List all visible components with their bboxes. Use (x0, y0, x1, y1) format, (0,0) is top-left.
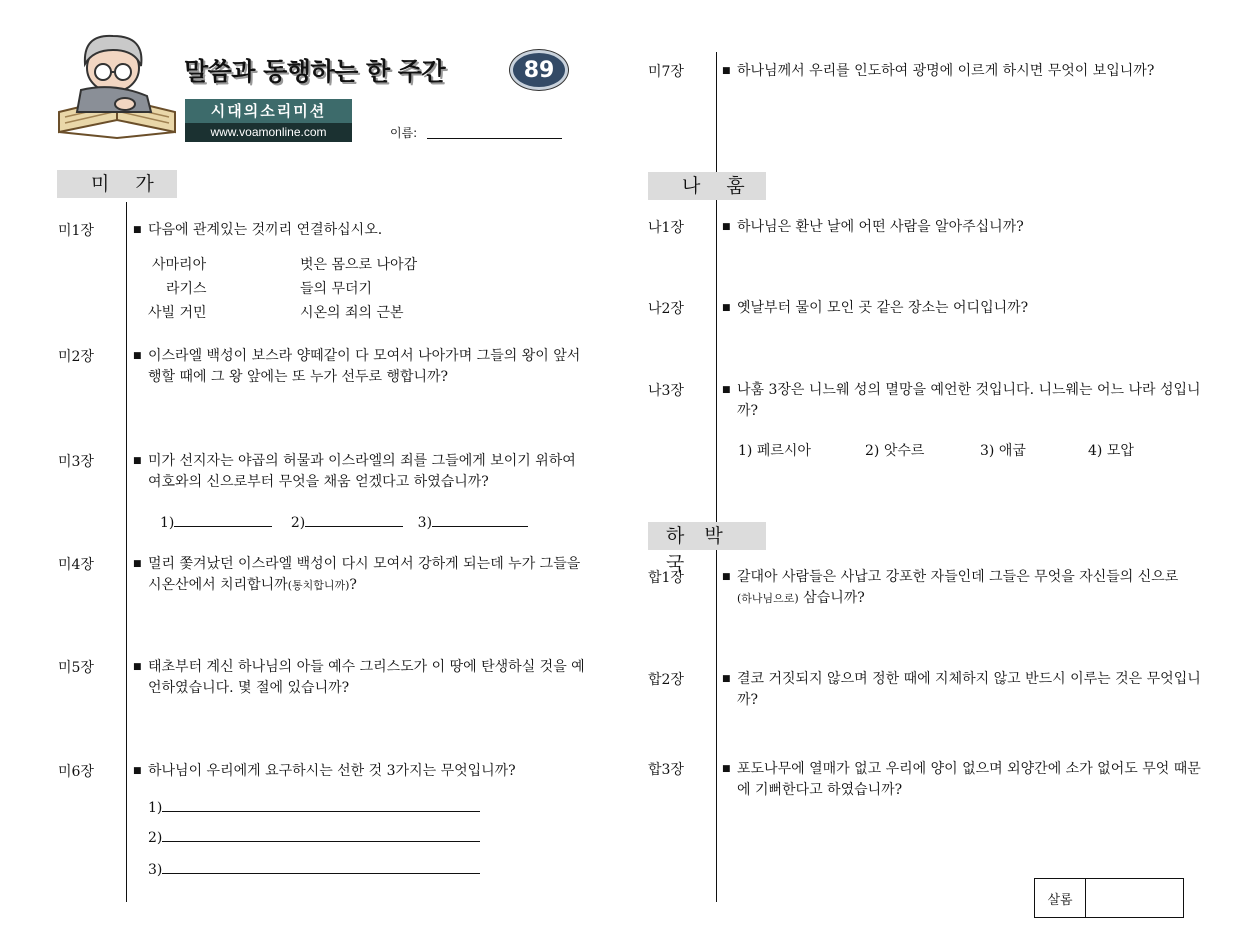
bullet-icon: ■ (133, 351, 142, 361)
bullet-icon: ■ (133, 766, 142, 776)
chapter-label: 미2장 (58, 349, 94, 365)
match-right-item: 들의 무더기 (300, 281, 373, 297)
chapter-label: 미4장 (58, 557, 94, 573)
answer-blank[interactable] (432, 512, 528, 527)
question-label: 하나님이 우리에게 요구하시는 선한 것 3가지는 무엇입니까? (148, 763, 516, 779)
blank-number: 1) (160, 515, 175, 531)
mission-logo-name: 시대의소리미션 (185, 99, 352, 123)
bullet-icon: ■ (722, 764, 731, 774)
match-right-item: 시온의 죄의 근본 (300, 305, 404, 321)
chapter-label: 나3장 (648, 383, 684, 399)
question-text (133, 346, 593, 388)
answer-blank-row (148, 797, 480, 816)
question-label: 다음에 관계있는 것끼리 연결하십시오. (148, 222, 383, 238)
question-label: 미가 선지자는 야곱의 허물과 이스라엘의 죄를 그들에게 보이기 위하여 여호와의 신으로부터 무엇을 채움 얻겠다고 하였습니까? (148, 453, 576, 490)
question-label: 이스라엘 백성이 보스라 양떼같이 다 모여서 나아가며 그들의 왕이 앞서 행할 때에 그 왕 앞에는 또 누가 선두로 행합니까? (148, 348, 581, 385)
question-text (133, 451, 593, 493)
blank-number: 3) (148, 862, 163, 878)
question-end: ? (349, 577, 357, 593)
blank-number: 1) (148, 800, 163, 816)
question-end: 삼습니까? (798, 590, 865, 606)
answer-blank-row (148, 827, 480, 846)
worksheet-title: 말씀과 동행하는 한 주간 (184, 57, 446, 86)
answer-option[interactable]: 4) 모압 (1088, 443, 1134, 459)
match-left-item: 라기스 (166, 281, 207, 297)
name-label: 이름: (390, 126, 418, 140)
answer-blank[interactable] (162, 797, 480, 812)
answer-blank[interactable] (162, 859, 480, 874)
section-habakkuk: 하 박 국 (648, 522, 766, 550)
bullet-icon: ■ (133, 662, 142, 672)
chapter-label: 미1장 (58, 223, 94, 239)
name-field-line[interactable] (427, 124, 562, 139)
question-note: (통치합니까) (287, 579, 350, 592)
blank-number: 2) (148, 830, 163, 846)
bullet-icon: ■ (133, 559, 142, 569)
answer-option[interactable]: 2) 앗수르 (865, 443, 925, 459)
blank-number: 3) (417, 515, 433, 531)
chapter-label: 나1장 (648, 220, 684, 236)
question-text (722, 217, 1207, 238)
question-label: 하나님께서 우리를 인도하여 광명에 이르게 하시면 무엇이 보입니까? (737, 63, 1155, 79)
question-text (722, 669, 1202, 711)
question-text (133, 761, 593, 782)
question-note: (하나님으로) (737, 592, 799, 605)
chapter-label: 나2장 (648, 301, 684, 317)
blank-number: 2) (290, 515, 306, 531)
match-left-item: 사빌 거민 (148, 305, 207, 321)
answer-option[interactable]: 3) 애굽 (980, 443, 1026, 459)
question-label: 결코 거짓되지 않으며 정한 때에 지체하지 않고 반드시 이루는 것은 무엇입니까? (737, 671, 1201, 708)
answer-blank[interactable] (305, 512, 403, 527)
score-field[interactable] (1086, 879, 1183, 917)
answer-blank-row (160, 512, 528, 531)
bullet-icon: ■ (722, 385, 731, 395)
match-left-item: 사마리아 (152, 257, 207, 273)
issue-number-badge: 89 (510, 50, 568, 90)
score-box (1034, 878, 1184, 918)
bullet-icon: ■ (722, 66, 731, 76)
chapter-label: 미6장 (58, 764, 94, 780)
question-label: 멀리 쫓겨났던 이스라엘 백성이 다시 모여서 강하게 되는데 누가 그들을 시온산에서 치리합니까 (148, 556, 581, 593)
left-column-divider (126, 202, 127, 902)
answer-blank-row (148, 859, 480, 878)
bullet-icon: ■ (722, 572, 731, 582)
bullet-icon: ■ (722, 303, 731, 313)
question-text (133, 554, 593, 596)
section-micah: 미 가 (57, 170, 177, 198)
question-label: 나훔 3장은 니느웨 성의 멸망을 예언한 것입니다. 니느웨는 어느 나라 성입니까? (737, 382, 1201, 419)
mission-website: www.voamonline.com (185, 123, 352, 142)
chapter-label: 합3장 (648, 762, 684, 778)
reader-illustration (55, 20, 180, 140)
chapter-label: 미5장 (58, 660, 94, 676)
question-text (133, 220, 588, 241)
answer-blank[interactable] (174, 512, 272, 527)
answer-option[interactable]: 1) 페르시아 (738, 443, 811, 459)
question-label: 하나님은 환난 날에 어떤 사람을 알아주십니까? (737, 219, 1024, 235)
question-text (722, 759, 1202, 801)
question-text (722, 380, 1202, 422)
question-label: 옛날부터 물이 모인 곳 같은 장소는 어디입니까? (737, 300, 1029, 316)
question-text (722, 567, 1192, 609)
question-label: 갈대아 사람들은 사납고 강포한 자들인데 그들은 무엇을 자신들의 신으로 (737, 569, 1179, 585)
chapter-label: 미7장 (648, 64, 684, 80)
answer-blank[interactable] (162, 827, 480, 842)
question-text (133, 657, 593, 699)
bullet-icon: ■ (133, 225, 142, 235)
chapter-label: 합1장 (648, 570, 684, 586)
question-label: 태초부터 계신 하나님의 아들 예수 그리스도가 이 땅에 탄생하실 것을 예언하였습니다. 몇 절에 있습니까? (148, 659, 585, 696)
bullet-icon: ■ (722, 222, 731, 232)
chapter-label: 미3장 (58, 454, 94, 470)
bullet-icon: ■ (133, 456, 142, 466)
section-nahum: 나 훔 (648, 172, 766, 200)
match-right-item: 벗은 몸으로 나아감 (300, 257, 418, 273)
chapter-label: 합2장 (648, 672, 684, 688)
question-label: 포도나무에 열매가 없고 우리에 양이 없으며 외양간에 소가 없어도 무엇 때문에 기뻐한다고 하였습니까? (737, 761, 1201, 798)
question-text (722, 298, 1207, 319)
question-text (722, 61, 1207, 82)
score-label: 살롬 (1035, 879, 1086, 917)
bullet-icon: ■ (722, 674, 731, 684)
